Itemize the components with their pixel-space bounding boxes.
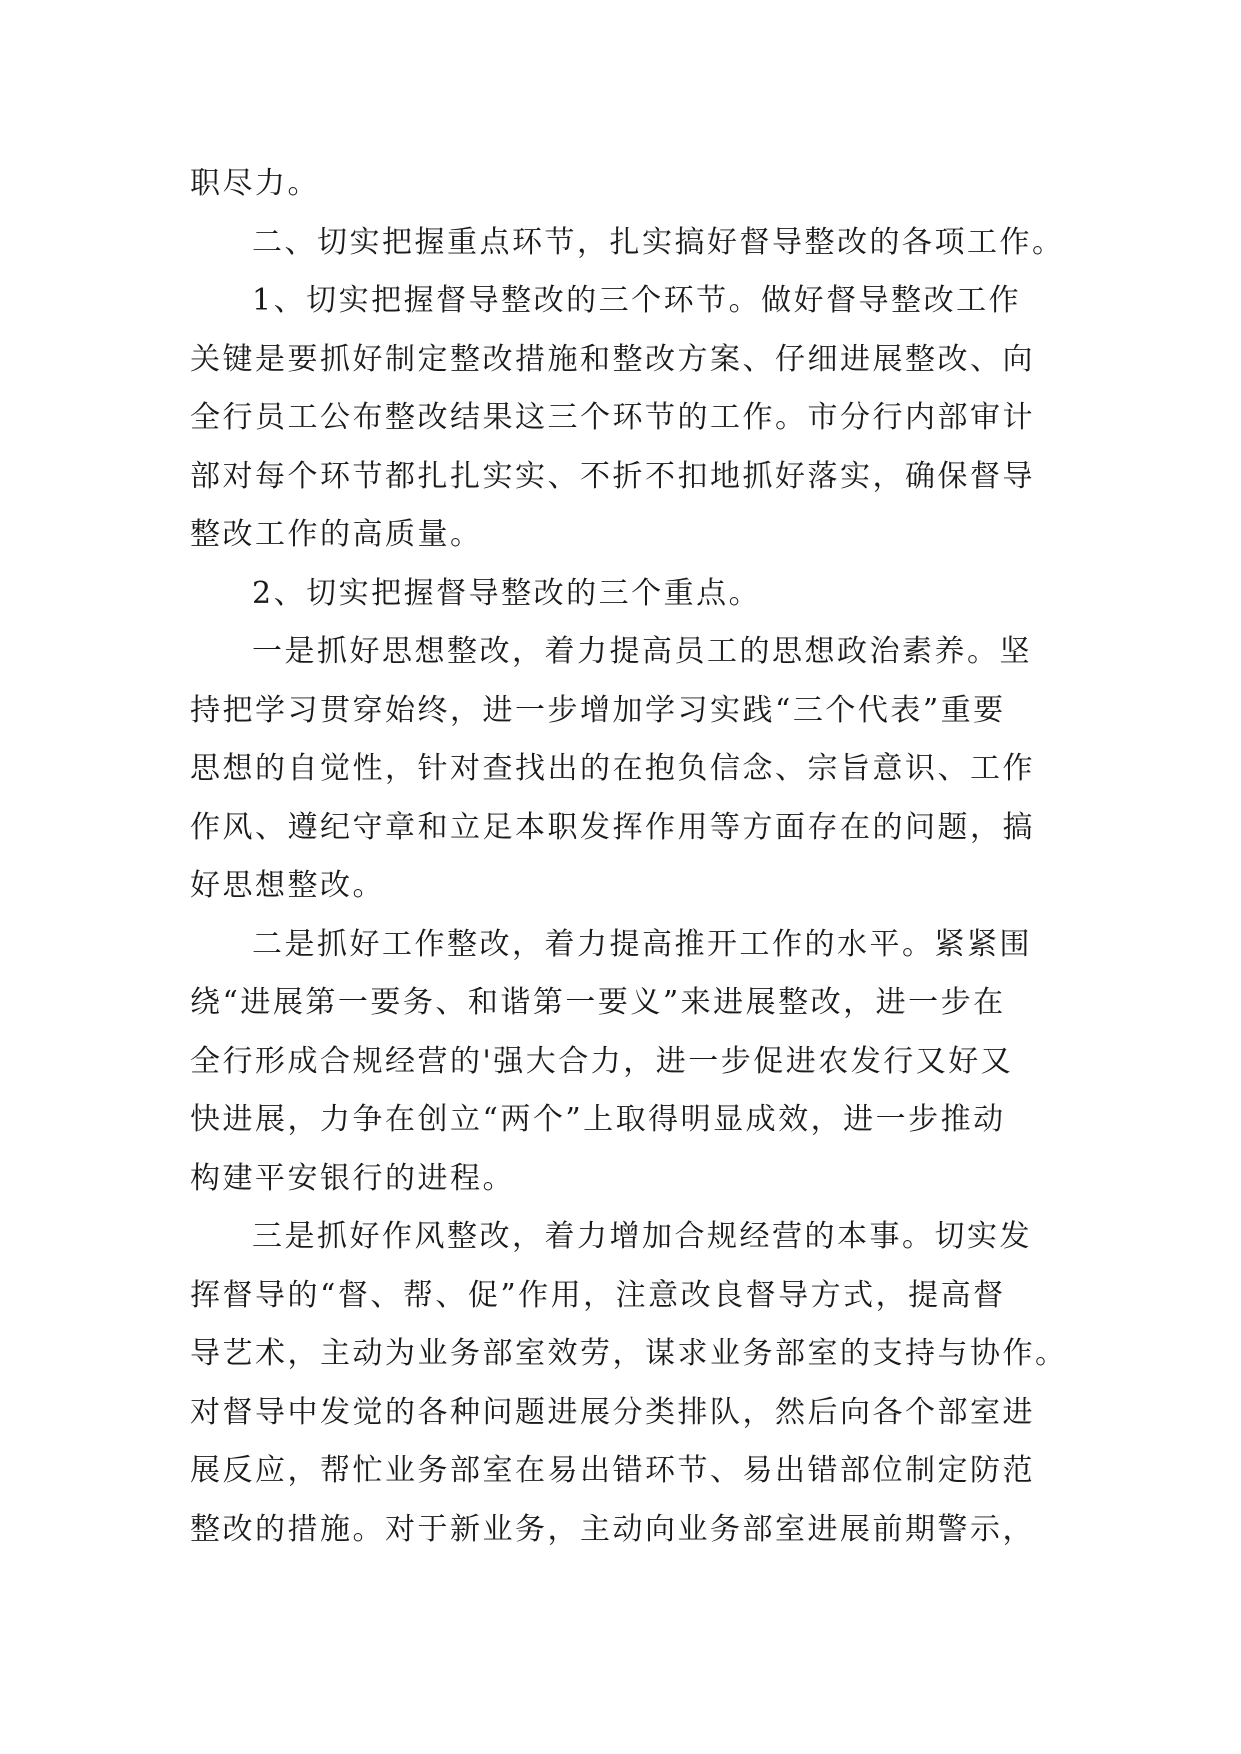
text-line: 全行形成合规经营的'强大合力，进一步促进农发行又好又 — [190, 1043, 1014, 1079]
text-line: 绕“进展第一要务、和谐第一要义”来进展整改，进一步在 — [190, 985, 1006, 1020]
text-line: 部对每个环节都扎扎实实、不折不扣地抓好落实，确保督导 — [190, 458, 1035, 494]
text-line: 好思想整改。 — [190, 868, 385, 903]
text-line: 二是抓好工作整改，着力提高推开工作的水平。紧紧围 — [252, 926, 1032, 962]
text-line: 整改的措施。对于新业务，主动向业务部室进展前期警示， — [190, 1511, 1035, 1547]
text-line: 全行员工公布整改结果这三个环节的工作。市分行内部审计 — [190, 400, 1035, 435]
text-line: 思想的自觉性，针对查找出的在抱负信念、宗旨意识、工作 — [190, 751, 1035, 786]
text-line: 持把学习贯穿始终，进一步增加学习实践“三个代表”重要 — [190, 692, 1006, 728]
text-line: 1、切实把握督导整改的三个环节。做好督导整改工作 — [252, 283, 1022, 318]
text-line: 整改工作的高质量。 — [190, 517, 483, 552]
body-text — [190, 155, 1068, 1559]
text-line: 导艺术，主动为业务部室效劳，谋求业务部室的支持与协作。 — [190, 1336, 1068, 1371]
text-line: 快进展，力争在创立“两个”上取得明显成效，进一步推动 — [190, 1102, 1006, 1137]
text-line: 职尽力。 — [190, 166, 320, 201]
text-line: 对督导中发觉的各种问题进展分类排队，然后向各个部室进 — [190, 1394, 1035, 1430]
text-line: 构建平安银行的进程。 — [190, 1160, 515, 1196]
text-line: 三是抓好作风整改，着力增加合规经营的本事。切实发 — [252, 1219, 1032, 1254]
text-line: 2、切实把握督导整改的三个重点。 — [252, 575, 762, 611]
text-line: 关键是要抓好制定整改措施和整改方案、仔细进展整改、向 — [190, 341, 1035, 377]
text-line: 一是抓好思想整改，着力提高员工的思想政治素养。坚 — [252, 634, 1032, 669]
text-line: 二、切实把握重点环节，扎实搞好督导整改的各项工作。 — [252, 224, 1065, 260]
text-line: 作风、遵纪守章和立足本职发挥作用等方面存在的问题，搞 — [190, 809, 1035, 845]
text-line: 展反应，帮忙业务部室在易出错环节、易出错部位制定防范 — [190, 1453, 1035, 1488]
text-line: 挥督导的“督、帮、促”作用，注意改良督导方式，提高督 — [190, 1277, 1006, 1313]
